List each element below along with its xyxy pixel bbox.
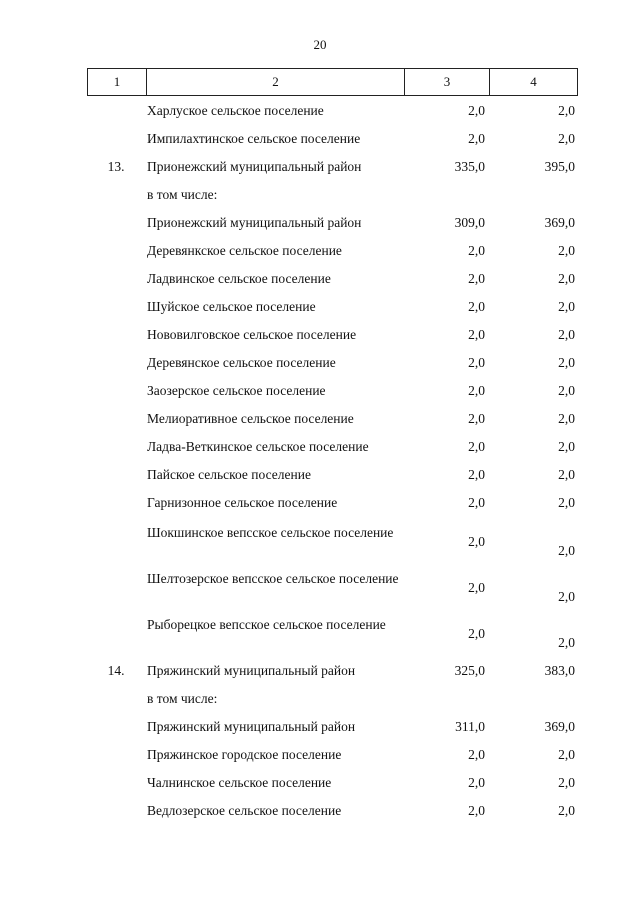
row-value-col4: 383,0	[544, 663, 575, 678]
table-row	[87, 186, 578, 214]
table-row	[87, 570, 578, 616]
header-col-4: 4	[489, 69, 577, 95]
row-value-col3: 2,0	[468, 131, 485, 146]
row-value-col3: 2,0	[468, 439, 485, 454]
table-row	[87, 662, 578, 690]
table-row	[87, 214, 578, 242]
row-name: Пайское сельское поселение	[147, 467, 311, 482]
table-row	[87, 270, 578, 298]
table-row	[87, 774, 578, 802]
row-value-col3: 2,0	[468, 467, 485, 482]
table-row	[87, 802, 578, 830]
table-row	[87, 718, 578, 746]
row-value-col3: 335,0	[454, 159, 485, 174]
row-name: в том числе:	[147, 187, 218, 202]
row-value-col3: 2,0	[468, 495, 485, 510]
row-number: 14.	[107, 663, 125, 678]
table-row	[87, 438, 578, 466]
table-row	[87, 326, 578, 354]
row-value-col3: 2,0	[468, 411, 485, 426]
row-value-col3: 309,0	[454, 215, 485, 230]
row-value-col3: 2,0	[468, 534, 485, 549]
row-value-col4: 2,0	[558, 803, 575, 818]
row-name: Импилахтинское сельское поселение	[147, 131, 361, 146]
row-name: Ладва-Веткинское сельское поселение	[147, 439, 369, 454]
row-value-col3: 2,0	[468, 271, 485, 286]
row-value-col4: 2,0	[558, 327, 575, 342]
row-name: Пряжинский муниципальный район	[147, 663, 356, 678]
row-value-col4: 2,0	[558, 355, 575, 370]
table-row	[87, 354, 578, 382]
row-value-col4: 2,0	[558, 747, 575, 762]
row-name: Гарнизонное сельское поселение	[147, 495, 338, 510]
row-name: Чалнинское сельское поселение	[147, 775, 332, 790]
header-col-1: 1	[113, 74, 121, 89]
table-row	[87, 746, 578, 774]
table-row	[87, 466, 578, 494]
row-value-col3: 2,0	[468, 327, 485, 342]
row-value-col4: 2,0	[558, 439, 575, 454]
row-value-col4: 2,0	[558, 589, 575, 604]
row-name: Прионежский муниципальный район	[147, 159, 362, 174]
table-row	[87, 690, 578, 718]
table-row	[87, 102, 578, 130]
row-value-col4: 2,0	[558, 243, 575, 258]
row-value-col3: 311,0	[455, 719, 485, 734]
row-value-col4: 2,0	[558, 495, 575, 510]
table-header	[87, 68, 578, 96]
table-row	[87, 410, 578, 438]
row-name: Пряжинский муниципальный район	[147, 719, 356, 734]
row-value-col4: 395,0	[544, 159, 575, 174]
row-value-col3: 325,0	[454, 663, 485, 678]
row-name: Харлуское сельское поселение	[147, 103, 324, 118]
row-value-col3: 2,0	[468, 775, 485, 790]
row-name: Мелиоративное сельское поселение	[147, 411, 354, 426]
row-value-col3: 2,0	[468, 747, 485, 762]
row-name: Нововилговское сельское поселение	[147, 327, 357, 342]
table-row	[87, 298, 578, 326]
table-row	[87, 158, 578, 186]
table-row	[87, 130, 578, 158]
row-name: Рыборецкое вепсское сельское поселение	[147, 617, 386, 632]
row-name: в том числе:	[147, 691, 218, 706]
row-value-col3: 2,0	[468, 103, 485, 118]
header-col-2: 2	[146, 69, 404, 95]
row-value-col3: 2,0	[468, 803, 485, 818]
row-name: Ладвинское сельское поселение	[147, 271, 331, 286]
row-value-col4: 2,0	[558, 131, 575, 146]
row-name: Шелтозерское вепсское сельское поселение	[147, 571, 399, 586]
row-value-col4: 369,0	[544, 215, 575, 230]
row-value-col4: 2,0	[558, 467, 575, 482]
row-value-col3: 2,0	[468, 355, 485, 370]
header-col-3: 3	[404, 69, 489, 95]
row-value-col4: 2,0	[558, 543, 575, 558]
row-value-col3: 2,0	[468, 626, 485, 641]
row-value-col4: 2,0	[558, 299, 575, 314]
row-value-col4: 2,0	[558, 383, 575, 398]
row-name: Ведлозерское сельское поселение	[147, 803, 342, 818]
table-row	[87, 616, 578, 662]
row-value-col3: 2,0	[468, 383, 485, 398]
row-value-col3: 2,0	[468, 243, 485, 258]
row-value-col4: 2,0	[558, 775, 575, 790]
row-name: Шуйское сельское поселение	[147, 299, 316, 314]
row-value-col3: 2,0	[468, 580, 485, 595]
row-name: Заозерское сельское поселение	[147, 383, 326, 398]
table-row	[87, 242, 578, 270]
row-name: Шокшинское вепсское сельское поселение	[147, 525, 394, 540]
row-name: Деревянское сельское поселение	[147, 355, 336, 370]
table-row	[87, 524, 578, 570]
table-row	[87, 382, 578, 410]
row-name: Прионежский муниципальный район	[147, 215, 362, 230]
page-number: 20	[313, 37, 327, 52]
table-row	[87, 494, 578, 522]
row-value-col4: 2,0	[558, 103, 575, 118]
row-number: 13.	[107, 159, 125, 174]
row-value-col4: 2,0	[558, 271, 575, 286]
row-value-col4: 369,0	[544, 719, 575, 734]
row-value-col3: 2,0	[468, 299, 485, 314]
row-name: Деревянкское сельское поселение	[147, 243, 342, 258]
row-name: Пряжинское городское поселение	[147, 747, 342, 762]
row-value-col4: 2,0	[558, 635, 575, 650]
row-value-col4: 2,0	[558, 411, 575, 426]
